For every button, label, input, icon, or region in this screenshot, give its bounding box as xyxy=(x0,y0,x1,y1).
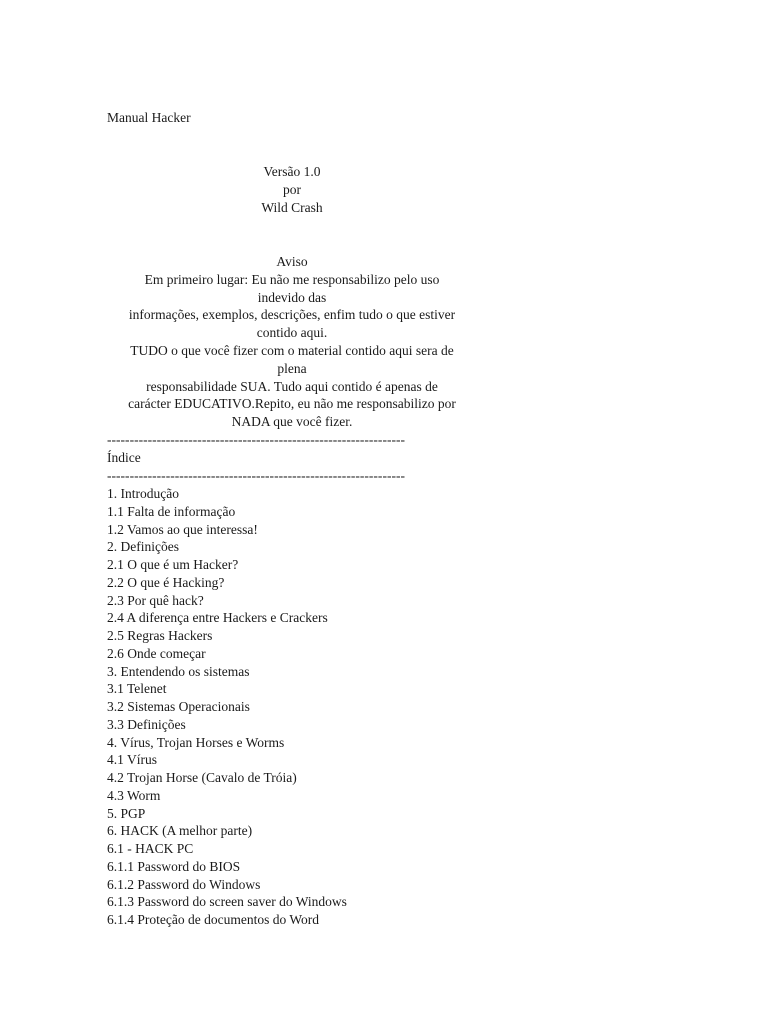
toc-item: 6.1.1 Password do BIOS xyxy=(107,858,241,874)
toc-item: 1.2 Vamos ao que interessa! xyxy=(107,521,258,537)
notice-line: responsabilidade SUA. Tudo aqui contido é apenas de xyxy=(146,378,438,394)
toc-item: 4.1 Vírus xyxy=(107,752,158,768)
toc-item: 2.5 Regras Hackers xyxy=(107,628,213,643)
toc-item: 3. Entendendo os sistemas xyxy=(107,663,250,679)
toc-item: 6.1.3 Password do screen saver do Windows xyxy=(107,894,347,910)
notice-line: contido aqui. xyxy=(256,325,328,341)
notice-line: carácter EDUCATIVO.Repito, eu não me responsabilizo por xyxy=(128,396,456,412)
separator-line: ------------------------------------------------------------------ xyxy=(107,432,406,447)
notice-line: informações, exemplos, descrições, enfim tudo o que estiver xyxy=(128,307,456,323)
by-line: por xyxy=(283,181,301,197)
toc-item: 2.6 Onde começar xyxy=(107,645,206,661)
toc-item: 6. HACK (A melhor parte) xyxy=(107,823,253,839)
notice-line: NADA que você fizer. xyxy=(231,414,353,430)
toc-item: 4.2 Trojan Horse (Cavalo de Tróia) xyxy=(107,770,297,785)
toc-item: 1.1 Falta de informação xyxy=(107,503,236,519)
toc-item: 4. Vírus, Trojan Horses e Worms xyxy=(107,734,285,750)
notice-heading: Aviso xyxy=(276,254,308,269)
toc-item: 3.3 Definições xyxy=(107,716,186,732)
notice-line: TUDO o que você fizer com o material contido aqui sera de xyxy=(130,342,454,358)
toc-item: 5. PGP xyxy=(107,805,146,821)
toc-item: 6.1 - HACK PC xyxy=(107,841,194,856)
notice-line: plena xyxy=(277,360,307,376)
toc-item: 2.3 Por quê hack? xyxy=(107,592,204,608)
toc-item: 2.4 A diferença entre Hackers e Crackers xyxy=(107,610,328,626)
notice-block xyxy=(107,253,477,431)
table-of-contents xyxy=(107,485,347,929)
toc-item: 2.2 O que é Hacking? xyxy=(107,574,225,590)
toc-item: 2. Definições xyxy=(107,539,179,555)
toc-item: 1. Introdução xyxy=(107,486,179,501)
version-block xyxy=(107,163,477,216)
toc-item: 4.3 Worm xyxy=(107,787,161,803)
index-heading: Índice xyxy=(107,450,141,465)
toc-item: 3.1 Telenet xyxy=(107,681,167,697)
document-title: Manual Hacker xyxy=(107,110,191,125)
toc-item: 6.1.2 Password do Windows xyxy=(107,876,261,892)
author-line: Wild Crash xyxy=(261,199,323,215)
toc-item: 2.1 O que é um Hacker? xyxy=(107,557,239,572)
version-line: Versão 1.0 xyxy=(263,164,321,179)
separator-line: ------------------------------------------------------------------ xyxy=(107,468,406,483)
toc-item: 3.2 Sistemas Operacionais xyxy=(107,699,250,714)
toc-item: 6.1.4 Proteção de documentos do Word xyxy=(107,912,319,927)
notice-line: Em primeiro lugar: Eu não me responsabilizo pelo uso xyxy=(144,271,440,287)
notice-line: indevido das xyxy=(257,289,327,305)
